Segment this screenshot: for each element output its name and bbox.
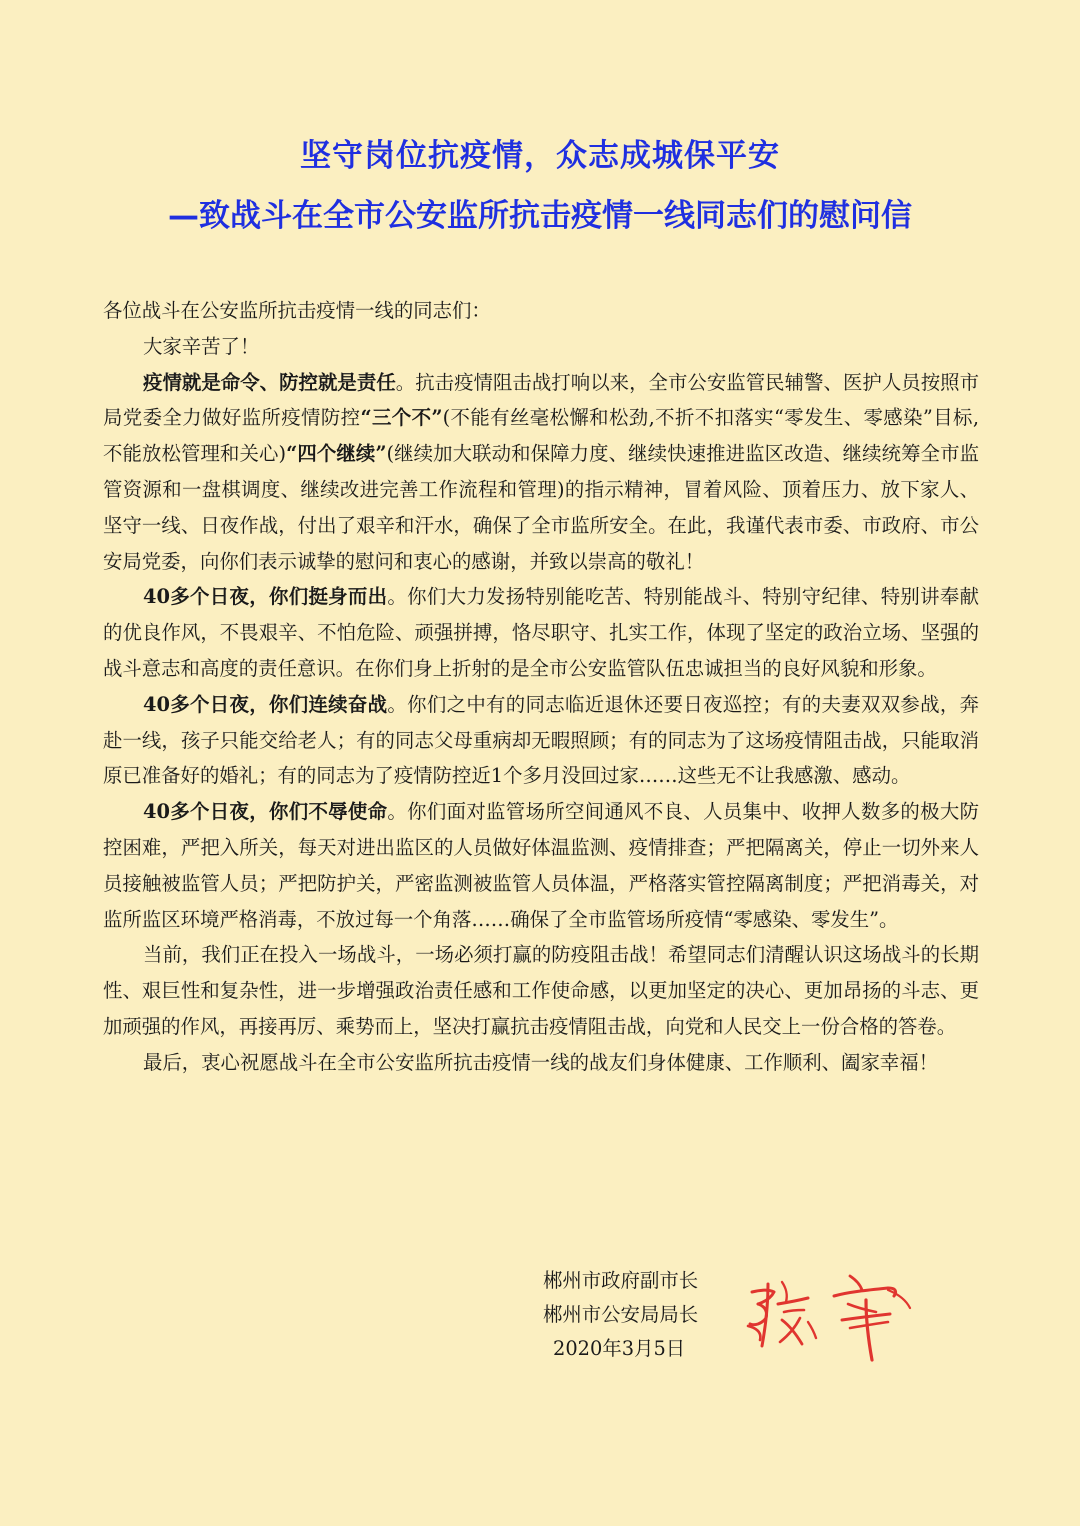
paragraph-1 bbox=[103, 365, 979, 580]
paragraph-1-text-3: (继续加大联动和保障力度、继续快速推进监区改造、继续统筹全市监管资源和一盘棋调度、继续改进完善工作流程和管理)的指示精神，冒着风险、顶着压力、放下家人、坚守一线、日夜作战，付出了艰辛和汗水，确保了全市监所安全。在此，我谨代表市委、市政府、市公安局党委，向你们表示诚挚的慰问和衷心的感谢，并致以崇高的敬礼！ bbox=[103, 442, 979, 573]
paragraph-4-text: 。你们面对监管场所空间通风不良、人员集中、收押人数多的极大防控困难，严把入所关，每天对进出监区的人员做好体温监测、疫情排查；严把隔离关，停止一切外来人员接触被监管人员；严把防护关，严密监测被监管人员体温，严格落实管控隔离制度；严把消毒关，对监所监区环境严格消毒，不放过每一个角落……确保了全市监管场所疫情“零感染、零发生”。 bbox=[103, 800, 980, 931]
paragraph-1-text-2: (不能有丝毫松懈和松劲,不折不扣落实“零发生、零感染”目标,不能放松管理和关心) bbox=[103, 406, 980, 466]
greeting: 大家辛苦了！ bbox=[143, 334, 260, 358]
signature-block bbox=[543, 1264, 698, 1366]
paragraph-1-lead: 疫情就是命令、防控就是责任 bbox=[143, 370, 396, 394]
letter-title bbox=[0, 132, 1080, 240]
title-main: 坚守岗位抗疫情，众志成城保平安 bbox=[300, 138, 780, 174]
paragraph-3 bbox=[103, 687, 979, 794]
signer-title-1: 郴州市政府副市长 bbox=[543, 1269, 699, 1292]
handwritten-signature bbox=[738, 1262, 928, 1372]
paragraph-1-bold-2: “四个继续” bbox=[286, 442, 387, 466]
salutation: 各位战斗在公安监所抗击疫情一线的同志们： bbox=[103, 299, 491, 322]
paragraph-3-lead: 40多个日夜，你们连续奋战 bbox=[143, 692, 388, 716]
paragraph-4 bbox=[103, 794, 979, 937]
paragraph-2-text: 。你们大力发扬特别能吃苦、特别能战斗、特别守纪律、特别讲奉献的优良作风，不畏艰辛、不怕危险、顽强拼搏，恪尽职守、扎实工作，体现了坚定的政治立场、坚强的战斗意志和高度的责任意识。在你们身上折射的是全市公安监管队伍忠诚担当的良好风貌和形象。 bbox=[103, 585, 980, 680]
paragraph-1-text-1: 。抗击疫情阻击战打响以来，全市公安监管民辅警、医护人员按照市局党委全力做好监所疫情防控 bbox=[103, 370, 980, 430]
signer-title-2: 郴州市公安局局长 bbox=[543, 1303, 699, 1326]
paragraph-5: 当前，我们正在投入一场战斗，一场必须打赢的防疫阻击战！希望同志们清醒认识这场战斗的长期性、艰巨性和复杂性，进一步增强政治责任感和工作使命感，以更加坚定的决心、更加昂扬的斗志、更加顽强的作风，再接再厉、乘势而上，坚决打赢抗击疫情阻击战，向党和人民交上一份合格的答卷。 bbox=[103, 943, 979, 1038]
letter-date: 2020年3月5日 bbox=[553, 1337, 686, 1360]
paragraph-3-text: 。你们之中有的同志临近退休还要日夜巡控；有的夫妻双双参战，奔赴一线，孩子只能交给老人；有的同志父母重病却无暇照顾；有的同志为了这场疫情阻击战，只能取消原已准备好的婚礼；有的同志为了疫情防控近1个多月没回过家……这些无不让我感激、感动。 bbox=[103, 692, 980, 788]
paragraph-6: 最后，衷心祝愿战斗在全市公安监所抗击疫情一线的战友们身体健康、工作顺利、阖家幸福！ bbox=[143, 1050, 939, 1074]
paragraph-1-bold-1: “三个不” bbox=[360, 406, 443, 430]
paragraph-2-lead: 40多个日夜，你们挺身而出 bbox=[143, 585, 388, 609]
letter-body bbox=[103, 293, 979, 1081]
paragraph-4-lead: 40多个日夜，你们不辱使命 bbox=[143, 800, 388, 824]
paragraph-2 bbox=[103, 579, 979, 686]
title-subtitle: —致战斗在全市公安监所抗击疫情一线同志们的慰问信 bbox=[168, 198, 912, 234]
